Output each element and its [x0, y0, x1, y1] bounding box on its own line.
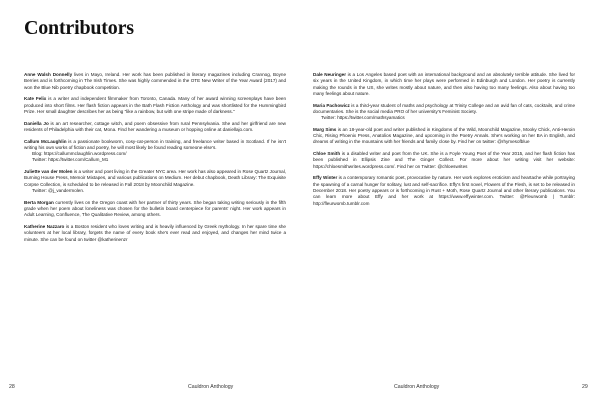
contributor-entry [24, 139, 286, 164]
contributor-entry [313, 103, 575, 122]
page-number-left: 28 [9, 384, 15, 390]
contributor-name: Chloe Smith [313, 151, 341, 157]
contributor-name: Callum McLaughlin [24, 138, 67, 144]
contributor-entry [313, 127, 575, 146]
contributor-bio: is a Los Angeles based poet with an international background and an absolutely terrible attitude. She lived for six years in the United Kingdom, in which time her plays were performed in Edinburgh and London. Her poetry is currently making the rounds in the US, she writes mostly about nature, and then also having too many feelings. Also about having too many feelings about nature. [313, 72, 575, 96]
contributor-bio: is an 18-year-old poet and writer published in Kingdoms of the Wild, Moonchild Magazine, Mooky Chick, Anti-Heroin Chic, Rising Phoenix Press, Anatolios Magazine, and upcoming in the Poetry Annals. She's working on her BA in English, and dreams of writing in the mountains with her friends and family close by. Find her on twitter: @rhymesofblue [313, 126, 575, 145]
contributor-name: Anne Walsh Donnelly [24, 72, 73, 77]
contributor-entry [24, 121, 286, 134]
contributor-links: Twitter: @j_vandermolen. [32, 188, 85, 194]
contributor-entry [313, 72, 575, 97]
contributor-bio: is an art researcher, cottage witch, and poem obsessive from rural Pennsylvania. She and her girlfriend are new residents of Philadelphia with their cat, Mona. Find her wandering a museum or hopping online at daniellajo.com. [24, 120, 286, 132]
contributor-name: Katherine Nazzaro [24, 223, 65, 229]
running-title-left: Cauldron Anthology [188, 384, 234, 390]
contributor-name: Dale Neuringer [313, 72, 346, 77]
contributor-entry [313, 151, 575, 170]
contributor-entry [24, 72, 286, 91]
page-number-right: 29 [582, 384, 588, 390]
left-column [24, 72, 286, 248]
contributor-bio: is a writer and poet living in the Greater NYC area. Her work has also appeared in Rose Quartz Journal, Burning House Press, Memoir Mixtapes, and various publications on Medium. Her debut chapbook, Death Library: The Exquisite Corpse Collection, is scheduled to be released in Fall 2018 by Moonchild Magazine. [24, 169, 286, 187]
contributor-links: Twitter: https://twitter.com/mathsyamatics [321, 115, 405, 121]
contributor-bio: is a passionate bookworm, cosy-cat-person in training, and freelance writer based in Scotland. If he isn't writing his own works of fiction and poetry, he will most likely be found reading someone else's. [24, 138, 286, 150]
contributor-name: Maria Pachowicz [313, 102, 350, 108]
running-title-right: Cauldron Anthology [394, 384, 440, 390]
contributor-name: Kate Felix [24, 96, 47, 102]
contributor-name: Juliette van der Molen [24, 169, 73, 175]
contributor-bio: is a disabled writer and poet from the UK. She is a Foyle Young Poet of the Year 2015, and her flash fiction has been published in Ellipsis Zine and The Ginger Collect. For more about her writing visit her website: https://chloesmithwrites.wordpress.com/. Find her on Twitter: @chloeswrites [313, 151, 575, 169]
contributor-bio: is a contemporary romantic poet, provocative by nature. Her work explores eroticism and heartache while portraying the spawning of a carnal hunger for solitary, lust and self-sacrifice. Effy's first novel, Flowers of the Flesh, is set to be released in December 2018. Her poetry appears or is forthcoming in Rust + Moth, Rose Quartz Journal and other literary publications. You can learn more about Effy and her work at https://www.effywinter.com. Twitter: @Fleurwomb | Tumblr: http://fleurwomb.tumblr.com [313, 175, 575, 206]
contributor-name: Marg Sims [313, 126, 337, 132]
contributor-name: Daniella Jo [24, 120, 49, 126]
contributor-entry [24, 224, 286, 243]
contributor-bio: lives in Mayo, Ireland. Her work has been published in literary magazines including Crannog, Boyne Berries and is forthcoming in The Irish Times. She was highly commended in the OTE New Writer of the Year Award (2017) and won the Blue Nib poetry chapbook competition. [24, 72, 286, 90]
right-column [313, 72, 575, 212]
page-title: Contributors [24, 17, 134, 39]
contributor-bio: is a Boston resident who loves writing and is heavily influenced by Greek mythology. In her spare time she volunteers at her local library, forgets the name of every book she's ever read and enjoyed, and changes her mind twice a minute. She can be found on twitter @katherinenzr [24, 223, 286, 242]
contributor-name: Berta Morgan [24, 199, 54, 205]
contributor-bio: currently lives on the Oregon coast with her partner of thirty years. She began taking writing seriously in the fifth grade when her poem about loneliness was chosen for the bulletin board centerpiece for parents' night. Her work appears in Adult Learning, Confluence, The Qualitative Review, among others. [24, 199, 287, 218]
contributor-bio: is a writer and independent filmmaker from Toronto, Canada. Many of her award winning screenplays have been produced into short films. Her flash fiction appears in the Bath Flash Fiction Anthology and was shortlisted for the Hummingbird Prize. Her small daughter describes her as being "like a rainbow, but with one stripe made of darkness." [24, 96, 287, 114]
contributor-entry [313, 175, 575, 206]
contributor-entry [24, 200, 286, 219]
contributor-entry [24, 169, 286, 194]
contributor-links: Blog: https://callummclaughlin.wordpress.com/ Twitter: https://twitter.com/Callum_M1 [32, 151, 127, 163]
contributor-name: Effy Winter [313, 175, 338, 181]
contributor-bio: is a third-year student of maths and psychology at Trinity College and an avid fan of cats, cocktails, and crime documentaries. She is the social media PRO of her university's Feminist Society. [313, 102, 576, 114]
contributor-entry [24, 96, 286, 115]
